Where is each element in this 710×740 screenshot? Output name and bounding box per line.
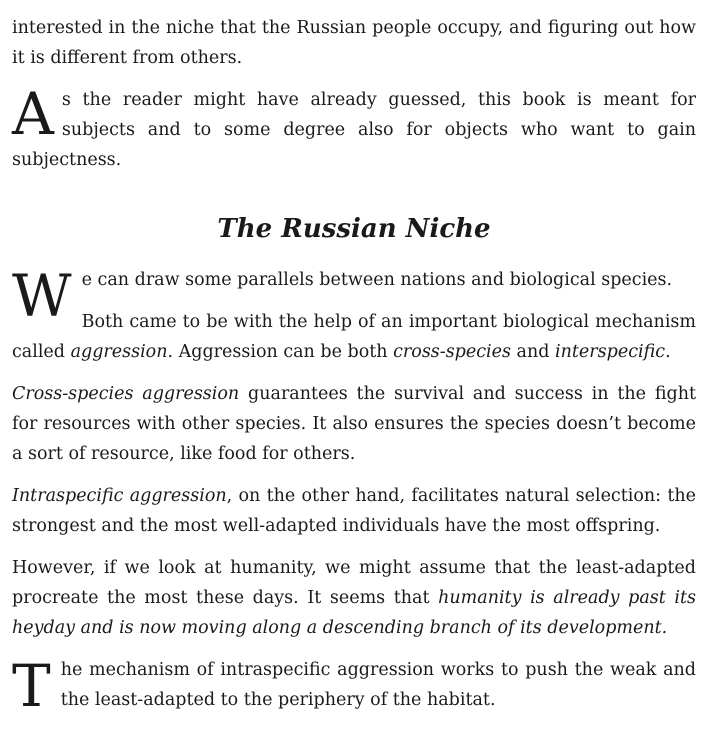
paragraph-4-em: Cross-species aggression — [12, 384, 240, 404]
paragraph-3-text-d: . — [665, 342, 671, 362]
paragraph-3-text-b: . Aggression can be both — [167, 342, 394, 362]
drop-cap-w: W — [12, 262, 72, 330]
paragraph-3-em-interspecific: interspecific — [555, 342, 666, 362]
paragraph-4 — [12, 379, 696, 469]
paragraph-5 — [12, 481, 696, 541]
paragraph-5-text: , on the other hand, facilitates natural selection: the strongest and the most well-adapted individuals have the most offspring. — [12, 486, 697, 536]
drop-cap-t: T — [12, 652, 51, 720]
paragraph-3-text-a: Both came to be with the help of an important biological mechanism called — [12, 312, 696, 362]
paragraph-3 — [12, 262, 696, 367]
paragraph-7 — [12, 652, 696, 720]
paragraph-1-text: interested in the niche that the Russian people occupy, and figuring out how it is different from others. — [12, 18, 696, 68]
paragraph-7-text: he mechanism of intraspecific aggression works to push the weak and the least-adapted to the periphery of the habitat. — [60, 660, 696, 710]
paragraph-3-em-aggression: aggression — [70, 342, 168, 362]
drop-cap-a: A — [12, 80, 54, 148]
paragraph-3-em-cross-species: cross-species — [393, 342, 511, 362]
paragraph-2-text: s the reader might have already guessed, this book is meant for subjects and to some degree also for objects who want to gain subjectness. — [12, 90, 696, 170]
paragraph-5-em: Intraspecific aggression — [12, 486, 227, 506]
paragraph-1 — [12, 13, 696, 73]
paragraph-3-text-c: and — [510, 342, 556, 362]
paragraph-4-text: guarantees the survival and success in the fight for resources with other species. It also ensures the species doesn’t become a sort of resource, like food for others. — [12, 384, 696, 464]
paragraph-6-text: However, if we look at humanity, we might assume that the least-adapted procreate the most these days. It seems that — [12, 558, 696, 608]
paragraph-6 — [12, 553, 696, 643]
paragraph-3-line-1: e can draw some parallels between nations and biological species. — [81, 270, 673, 290]
section-heading: The Russian Niche — [217, 214, 491, 244]
paragraph-6-em: humanity is already past its heyday and is now moving along a descending branch of its development. — [12, 588, 696, 638]
paragraph-2 — [12, 80, 696, 175]
